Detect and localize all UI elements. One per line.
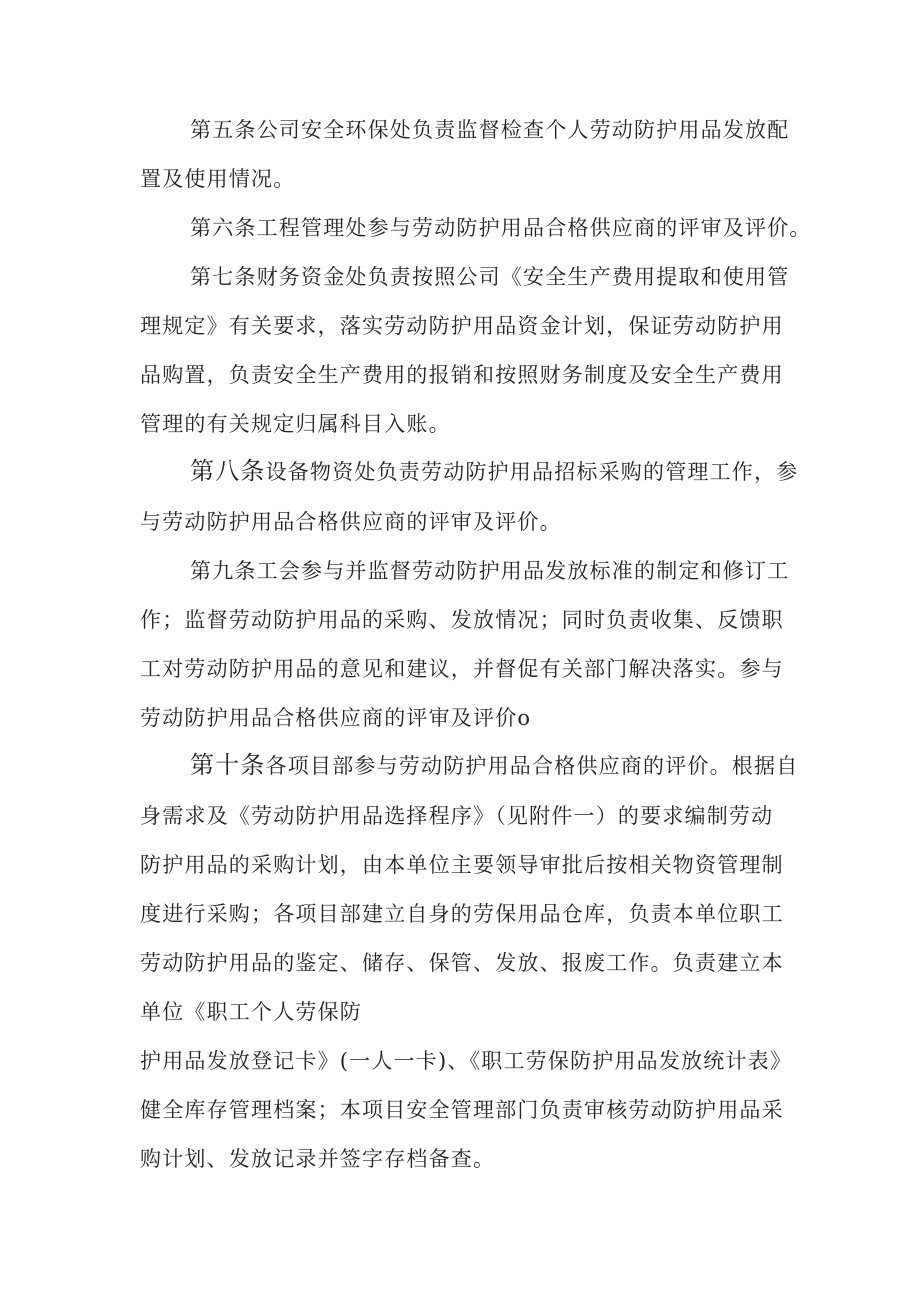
text-line: 购计划、发放记录并签字存档备查。 <box>140 1147 496 1171</box>
article-number: 第十条 <box>190 751 266 779</box>
article-body: 各项目部参与劳动防护用品合格供应商的评价。根据自 <box>265 754 799 778</box>
text-line: 第六条工程管理处参与劳动防护用品合格供应商的评审及评价。 <box>190 216 812 240</box>
text-line: 理规定》有关要求，落实劳动防护用品资金计划，保证劳动防护用 <box>140 314 784 338</box>
text-line: 身需求及《劳动防护用品选择程序》（见附件一）的要求编制劳动 <box>140 804 774 828</box>
text-line: 劳动防护用品的鉴定、储存、保管、发放、报废工作。负责建立本 <box>140 951 784 975</box>
text-line: 健全库存管理档案；本项目安全管理部门负责审核劳动防护用品采 <box>140 1098 784 1122</box>
text-line: 度进行采购；各项目部建立自身的劳保用品仓库，负责本单位职工 <box>140 902 784 926</box>
article-number: 第八条 <box>190 457 266 485</box>
article-body: 设备物资处负责劳动防护用品招标采购的管理工作，参 <box>265 460 799 484</box>
article-heading-text <box>190 456 798 487</box>
text-line: 品购置，负责安全生产费用的报销和按照财务制度及安全生产费用 <box>140 363 784 387</box>
text-line: 劳动防护用品合格供应商的评审及评价o <box>140 706 532 730</box>
text-line: 置及使用情况。 <box>140 167 296 191</box>
text-line: 第七条财务资金处负责按照公司《安全生产费用提取和使用管 <box>190 265 790 289</box>
text-line: 护用品发放登记卡》(一人一卡)、《职工劳保防护用品发放统计表》 <box>140 1049 793 1073</box>
text-line: 工对劳动防护用品的意见和建议，并督促有关部门解决落实。参与 <box>140 657 784 681</box>
text-line: 作；监督劳动防护用品的采购、发放情况；同时负责收集、反馈职 <box>140 608 784 632</box>
text-line: 单位《职工个人劳保防 <box>140 1000 362 1024</box>
article-heading-text <box>190 750 798 781</box>
text-line: 管理的有关规定归属科目入账。 <box>140 412 451 436</box>
text-line: 第五条公司安全环保处负责监督检查个人劳动防护用品发放配 <box>190 118 790 142</box>
text-line: 第九条工会参与并监督劳动防护用品发放标准的制定和修订工 <box>190 559 790 583</box>
text-line: 与劳动防护用品合格供应商的评审及评价。 <box>140 510 562 534</box>
text-line: 防护用品的采购计划，由本单位主要领导审批后按相关物资管理制 <box>140 853 784 877</box>
